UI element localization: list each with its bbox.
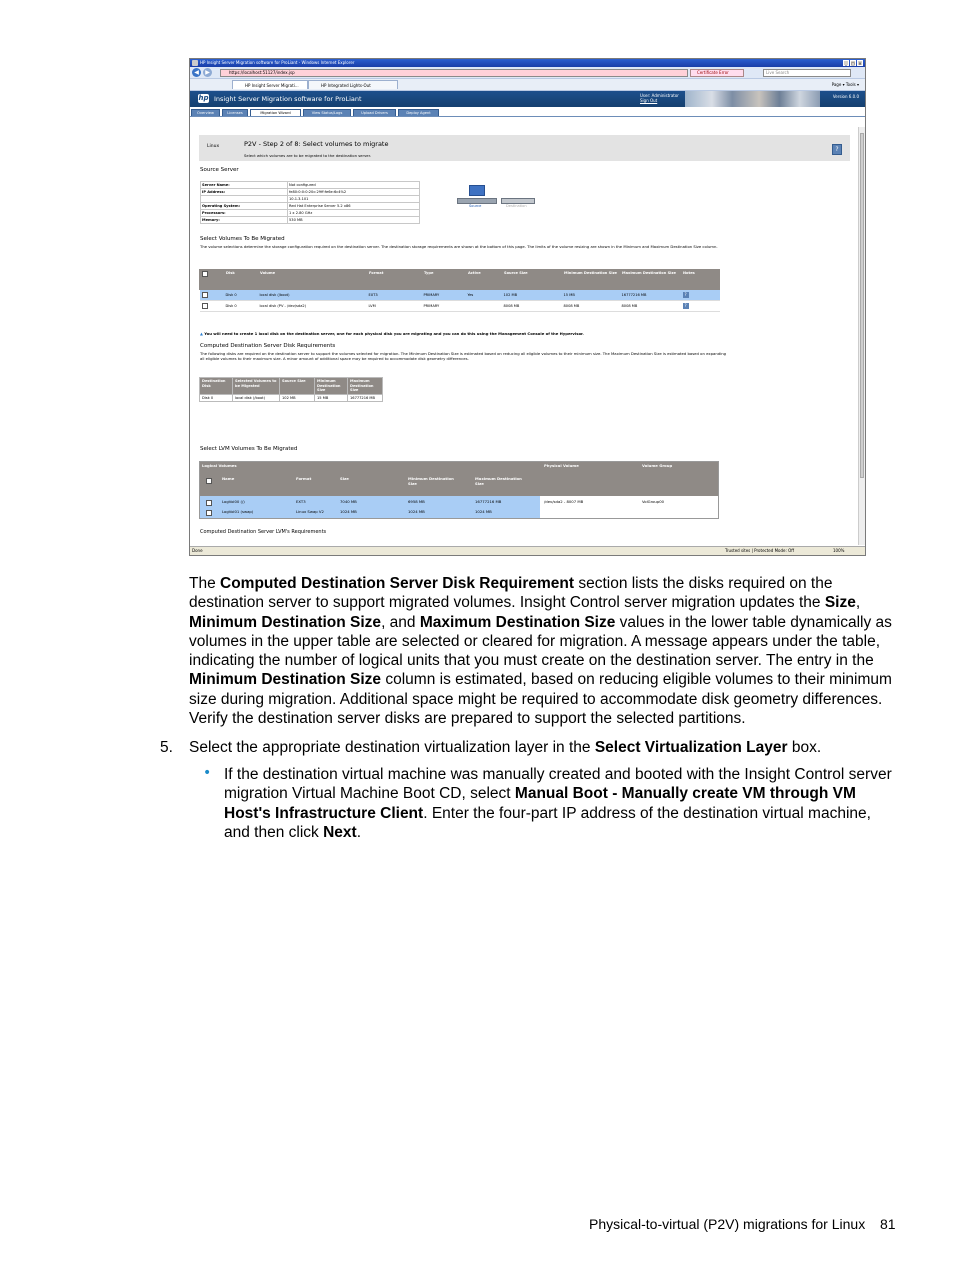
app-tab-bar: [190, 107, 865, 117]
select-volumes-heading: Select Volumes To Be Migrated: [200, 236, 285, 242]
column-header: Size: [340, 476, 349, 481]
warning-text: You will need to create 1 local disk on the destination server, one for each physical disk you are migrating and you can do this using the Management Console of the Hypervisor.: [204, 331, 584, 336]
lvm-header-bg: [200, 462, 718, 496]
table-cell: 8008 MB: [502, 301, 562, 312]
table-cell: 15 MB: [562, 290, 620, 301]
linux-os-tag: Linux: [207, 144, 220, 149]
column-header: Format: [367, 270, 422, 290]
table-cell: local disk (/boot): [258, 290, 367, 301]
header-select-all[interactable]: [200, 270, 224, 290]
computed-requirements-heading: Computed Destination Server Disk Requirements: [200, 343, 336, 349]
physical-volume-value: /dev/sda2 - 8007 MB: [544, 499, 584, 504]
text-run: ,: [855, 594, 861, 612]
close-icon[interactable]: ×: [858, 61, 862, 66]
source-field-label: Memory:: [201, 217, 288, 224]
column-header: Selected Volumes to be Migrated: [233, 378, 280, 395]
source-field-value: Not configured: [288, 182, 420, 189]
diagram-source-label: Source: [469, 204, 482, 208]
tab-deploy-agent[interactable]: Deploy Agent: [398, 109, 439, 116]
sign-out-link[interactable]: Sign Out: [640, 98, 658, 103]
source-field-value: fe80:0:0:0:20c:29ff:fe6e:6c4%2: [288, 189, 420, 196]
bold-term: Select Virtualization Layer: [594, 739, 788, 756]
back-arrow-icon[interactable]: ◀: [192, 68, 201, 77]
tab-licenses[interactable]: Licenses: [222, 109, 248, 116]
notes-cell[interactable]: [681, 301, 720, 312]
banner-photo: [685, 91, 820, 107]
bold-term: Computed Destination Server Disk Requirement: [220, 575, 575, 592]
warning-message: [200, 331, 760, 336]
ie-icon: [192, 60, 198, 66]
volume-checkbox-cell[interactable]: [200, 290, 224, 301]
source-field-label: Server Name:: [201, 182, 288, 189]
browser-tab-row: [190, 79, 865, 91]
table-cell: 16777216 MB: [348, 394, 383, 401]
table-cell: local disk (/boot): [233, 394, 280, 401]
lvm-row-checkbox[interactable]: [206, 510, 212, 516]
table-cell: 8008 MB: [620, 301, 681, 312]
source-field-value: 1 x 2.80 GHz: [288, 210, 420, 217]
table-row: [200, 394, 383, 401]
table-cell: local disk (PV - /dev/sda2): [258, 301, 367, 312]
bold-term: Manual Boot - Manually create VM through VM Host's Infrastructure Client: [224, 785, 856, 822]
bullet-icon: •: [203, 765, 212, 781]
table-cell: Disk 0: [224, 290, 258, 301]
source-field-label: [201, 196, 288, 203]
table-cell: PRIMARY: [422, 301, 466, 312]
table-cell: 15 MB: [315, 394, 348, 401]
lvm-row-checkbox[interactable]: [206, 500, 212, 506]
lvm-select-all-checkbox[interactable]: [206, 478, 212, 484]
vertical-scrollbar[interactable]: [858, 127, 865, 545]
table-cell: 16777216 MB: [620, 290, 681, 301]
table-cell: 7040 MB: [340, 499, 357, 504]
table-cell: Yes: [466, 290, 502, 301]
tab-migration-wizard[interactable]: Migration Wizard: [250, 109, 301, 116]
column-header: Maximum Destination Size: [348, 378, 383, 395]
window-title: HP Insight Server Migration software for ProLiant - Windows Internet Explorer: [200, 60, 355, 65]
column-header: Disk: [224, 270, 258, 290]
help-icon[interactable]: ?: [832, 144, 842, 155]
volume-row[interactable]: [200, 290, 720, 301]
forward-arrow-icon[interactable]: ▶: [203, 68, 212, 77]
address-input[interactable]: https://localhost:51127/index.jsp: [220, 69, 688, 77]
lvm-heading: Select LVM Volumes To Be Migrated: [200, 446, 298, 452]
source-field-value: Red Hat Enterprise Server 5.2 x86: [288, 203, 420, 210]
table-cell: Disk 0: [224, 301, 258, 312]
table-cell: 1024 MB: [475, 509, 492, 514]
lvm-volumes-panel: [199, 461, 719, 519]
certificate-error-badge[interactable]: Certificate Error: [690, 69, 744, 77]
browser-screenshot: [189, 58, 866, 556]
step-header: [199, 135, 850, 161]
table-cell: EXT3: [367, 290, 422, 301]
window-controls: [843, 60, 863, 66]
paragraph-disk-requirements: [189, 574, 899, 728]
column-header: Source Size: [280, 378, 315, 395]
column-header: Type: [422, 270, 466, 290]
lvm-requirements-heading: Computed Destination Server LVM's Requirements: [200, 529, 327, 535]
column-header: Format: [296, 476, 312, 481]
minimize-icon[interactable]: _: [845, 61, 847, 66]
zoom-level[interactable]: 100%: [833, 548, 845, 553]
browser-tab-1[interactable]: HP Integrated Lights-Out: [308, 80, 398, 89]
text-run: .: [356, 823, 362, 841]
table-cell: [466, 301, 502, 312]
step-title: P2V - Step 2 of 8: Select volumes to migrate: [244, 140, 389, 148]
window-titlebar: [190, 59, 865, 67]
volume-group-value: VolGroup00: [642, 499, 665, 504]
notes-help-icon[interactable]: ?: [684, 292, 687, 297]
page-number: 81: [880, 1216, 896, 1232]
table-cell: Disk 0: [200, 394, 233, 401]
source-field-value: 10.1.3.101: [288, 196, 420, 203]
table-cell: EXT3: [296, 499, 306, 504]
step-5-text: [189, 738, 899, 757]
footer-title: Physical-to-virtual (P2V) migrations for Linux: [589, 1216, 866, 1232]
text-run: box.: [787, 739, 822, 756]
tab-upload-drivers[interactable]: Upload Drivers: [353, 109, 396, 116]
warning-icon: ▲: [200, 331, 205, 336]
notes-cell[interactable]: [681, 290, 720, 301]
computed-requirements-description: The following disks are required on the destination server to support the volumes selected for migration. The Minimum Destination Size is estimated based on reducing all eligible volumes to their minimum size. The Maximum Destination Size is estimated based on expanding all eligible volumes to their maximum size. A minor amount of additional space may be required to accommodate disk geometry differences.: [200, 351, 727, 361]
volume-checkbox-cell[interactable]: [200, 301, 224, 312]
column-header: Volume: [258, 270, 367, 290]
text-run: Select the appropriate destination virtualization layer in the: [189, 739, 595, 756]
app-name: Insight Server Migration software for ProLiant: [214, 95, 362, 103]
source-field-label: Operating System:: [201, 203, 288, 210]
volume-checkbox[interactable]: [202, 303, 208, 309]
app-version: Version 6.0.0: [832, 94, 859, 99]
column-header: Minimum Destination Size: [408, 476, 454, 486]
bold-term: Maximum Destination Size: [419, 613, 616, 631]
app-banner: [190, 91, 865, 107]
notes-help-icon[interactable]: ?: [684, 303, 687, 308]
table-cell: 102 MB: [280, 394, 315, 401]
text-run: column is estimated, based on reducing eligible volumes to their minimum size during migration. Additional space might be required to accommodate disk geometry differences. Verify the destination server disks are prepared to support the selected partitions.: [189, 671, 892, 728]
column-header: Active: [466, 270, 502, 290]
maximize-icon[interactable]: □: [851, 61, 855, 66]
diagram-destination-label: Destination: [506, 204, 527, 208]
text-run: section lists the disks required on the destination server to support migrated volumes. Insight Control server migration updates the: [189, 575, 833, 612]
source-field-label: IP Address:: [201, 189, 288, 196]
user-info: [640, 93, 679, 103]
table-cell: 1024 MB: [408, 509, 425, 514]
status-bar: [190, 546, 865, 555]
table-cell: 102 MB: [502, 290, 562, 301]
source-field-value: 530 MB: [288, 217, 420, 224]
column-header: Maximum Destination Size: [475, 476, 522, 486]
tab-overview[interactable]: Overview: [191, 109, 220, 116]
column-header: Minimum Destination Size: [315, 378, 348, 395]
step-number: 5.: [160, 739, 173, 756]
column-header: Notes: [681, 270, 720, 290]
source-server-table: [200, 181, 420, 224]
select-volumes-description: The volume selections determine the storage configuration required on the destination server. The destination storage requirements are shown at the bottom of this page. The limits of the volume resizing are shown in the Minimum and Maximum Destination Size column.: [200, 244, 718, 249]
select-all-checkbox[interactable]: [202, 271, 208, 277]
bold-term: Next: [323, 823, 357, 841]
text-run: . Enter the four-part IP address of the destination virtual machine, and then click: [224, 804, 871, 841]
tab-view-status[interactable]: View Status/Logs: [303, 109, 351, 116]
table-cell: 6958 MB: [408, 499, 425, 504]
volume-checkbox[interactable]: [202, 292, 208, 298]
status-text: Done: [192, 548, 203, 553]
bullet-manual-boot: [224, 765, 900, 842]
column-header: Name: [222, 476, 235, 481]
user-label: User: Administrator: [640, 93, 679, 98]
table-cell: LogVol00 (/): [222, 499, 245, 504]
bold-term: Minimum Destination Size: [189, 613, 382, 631]
computed-requirements-table: [199, 377, 383, 402]
volumes-table: [199, 269, 720, 312]
source-server-heading: Source Server: [200, 167, 239, 173]
search-input[interactable]: Live Search: [763, 69, 851, 77]
bold-term: Minimum Destination Size: [189, 671, 382, 689]
table-cell: PRIMARY: [422, 290, 466, 301]
lvm-group-label: Logical Volumes: [202, 463, 237, 468]
table-cell: LVM: [367, 301, 422, 312]
table-cell: 8008 MB: [562, 301, 620, 312]
column-header: Maximum Destination Size: [620, 270, 681, 290]
scrollbar-thumb[interactable]: [860, 133, 864, 478]
step-subtitle: Select which volumes are to be migrated to the destination server.: [244, 153, 372, 158]
text-run: The: [189, 575, 221, 592]
text-run: , and: [381, 613, 420, 631]
lvm-group-label: Volume Group: [642, 463, 673, 468]
browser-toolbar[interactable]: Page ▾ Tools ▾: [831, 82, 859, 87]
table-cell: 1024 MB: [340, 509, 357, 514]
browser-tab-0[interactable]: HP Insight Server Migrati...: [232, 80, 308, 89]
table-cell: Linux Swap V2: [296, 509, 324, 514]
text-run: values in the lower table dynamically as volumes in the upper table are selected or cleared for migration. A message appears under the table, indicating the number of logical units that you must create on the destination server. The entry in the: [189, 613, 892, 670]
address-bar-row: [190, 67, 865, 79]
table-cell: 16777216 MB: [475, 499, 502, 504]
column-header: Destination Disk: [200, 378, 233, 395]
table-cell: LogVol01 (swap): [222, 509, 254, 514]
server-icon: [469, 185, 485, 196]
bold-term: Size: [824, 594, 856, 612]
column-header: Source Size: [502, 270, 562, 290]
text-run: If the destination virtual machine was manually created and booted with the Insight Control server migration Virtual Machine Boot CD, select: [224, 766, 892, 803]
hp-logo-icon: hp: [198, 94, 209, 102]
column-header: Minimum Destination Size: [562, 270, 620, 290]
security-zone: Trusted sites | Protected Mode: Off: [725, 548, 794, 553]
lvm-group-label: Physical Volume: [544, 463, 579, 468]
source-field-label: Processors:: [201, 210, 288, 217]
volume-row[interactable]: [200, 301, 720, 312]
